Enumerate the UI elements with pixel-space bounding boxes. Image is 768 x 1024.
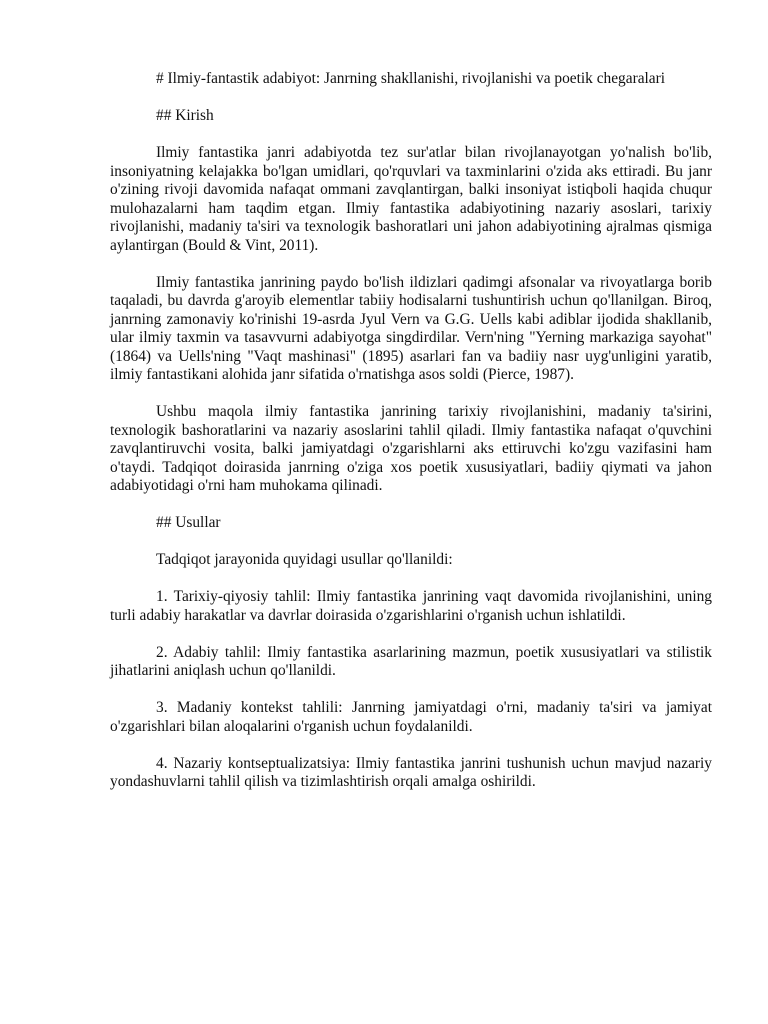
method-item-2: 2. Adabiy tahlil: Ilmiy fantastika asarlarining mazmun, poetik xususiyatlari va stilistik jihatlarini aniqlash uchun qo'llanildi. (110, 643, 712, 679)
method-item-3: 3. Madaniy kontekst tahlili: Janrning jamiyatdagi o'rni, madaniy ta'siri va jamiyat o'zgarishlari bilan aloqalarini o'rganish uchun foydalanildi. (110, 699, 712, 735)
methods-intro-paragraph: Tadqiqot jarayonida quyidagi usullar qo'llanildi: (156, 551, 453, 568)
intro-paragraph-2: Ilmiy fantastika janrining paydo bo'lish ildizlari qadimgi afsonalar va rivoyatlarga borib taqaladi, bu davrda g'aroyib elementlar tabiiy hodisalarni tushuntirish uchun qo'llanilgan. Biroq, janrning zamonaviy ko'rinishi 19-asrda Jyul Vern va G.G. Uells kabi adiblar ijodida shakllanib, ular ilmiy taxmin va tasavvurni adabiyotga singdirdilar. Vern'ning "Yerning markaziga sayohat" (1864) va Uells'ning "Vaqt mashinasi" (1895) asarlari fan va badiiy nasr uyg'unligini yaratib, ilmiy fantastikani alohida janr sifatida o'rnatishga asos soldi (Pierce, 1987). (110, 273, 712, 383)
intro-paragraph-1: Ilmiy fantastika janri adabiyotda tez sur'atlar bilan rivojlanayotgan yo'nalish bo'lib, insoniyatning kelajakka bo'lgan umidlari, qo'rquvlari va taxminlarini o'zida aks ettiradi. Bu janr o'zining rivoji davomida nafaqat ommani zavqlantirgan, balki insoniyat istiqboli haqida chuqur mulohazalarni ham taqdim etgan. Ilmiy fantastika adabiyotining nazariy asoslari, tarixiy rivojlanishi, madaniy ta'siri va texnologik bashoratlari uni jahon adabiyotining ajralmas qismiga aylantirgan (Bould & Vint, 2011). (110, 144, 712, 254)
method-item-4: 4. Nazariy kontseptualizatsiya: Ilmiy fantastika janrini tushunish uchun mavjud nazariy yondashuvlarni tahlil qilish va tizimlashtirish orqali amalga oshirildi. (110, 754, 712, 790)
method-item-1: 1. Tarixiy-qiyosiy tahlil: Ilmiy fantastika janrining vaqt davomida rivojlanishini, uning turli adabiy harakatlar va davrlar doirasida o'zgarishlarini o'rganish uchun ishlatildi. (110, 588, 712, 624)
section-heading-methods: ## Usullar (156, 514, 221, 531)
intro-paragraph-3: Ushbu maqola ilmiy fantastika janrining tarixiy rivojlanishini, madaniy ta'sirini, texnologik bashoratlarini va nazariy asoslarini tahlil qiladi. Ilmiy fantastika nafaqat o'quvchini zavqlantiruvchi vosita, balki jamiyatdagi o'zgarishlarni aks ettiruvchi ko'zgu vazifasini ham o'taydi. Tadqiqot doirasida janrning o'ziga xos poetik xususiyatlari, badiiy qiymati va jahon adabiyotidagi o'rni ham muhokama qilinadi. (110, 403, 712, 494)
section-heading-intro: ## Kirish (156, 107, 214, 124)
document-title: # Ilmiy-fantastik adabiyot: Janrning shakllanishi, rivojlanishi va poetik chegaralari (156, 70, 666, 87)
document-page (110, 70, 712, 810)
